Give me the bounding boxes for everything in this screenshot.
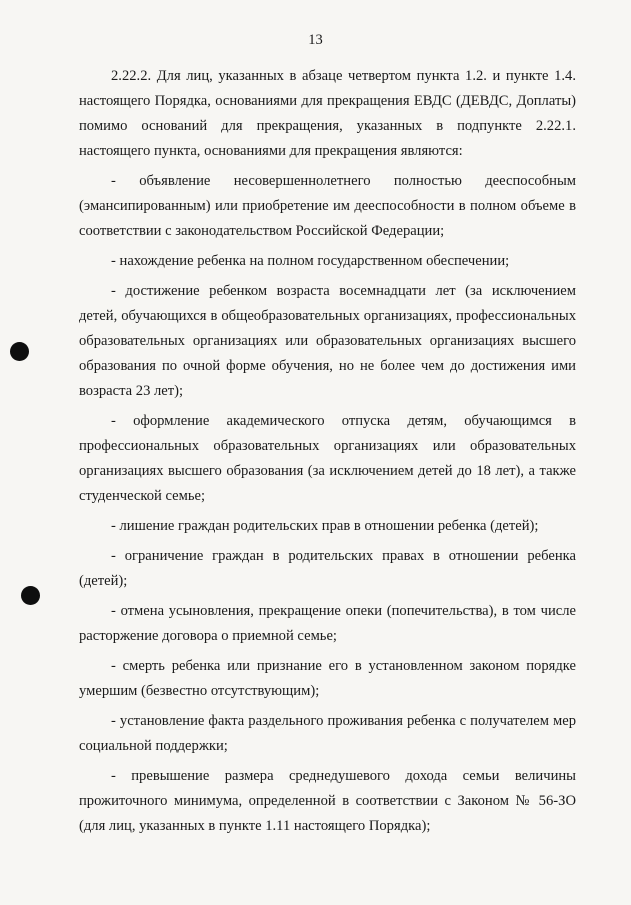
list-item-income-excess: - превышение размера среднедушевого дохода семьи величины прожиточного минимума, определенной в соответствии с Законом № 56-ЗО (для лиц, указанных в пункте 1.11 настоящего Порядка);	[79, 768, 576, 834]
list-item-restriction-rights: - ограничение граждан в родительских правах в отношении ребенка (детей);	[79, 548, 576, 589]
paragraph-2-22-2: 2.22.2. Для лиц, указанных в абзаце четвертом пункта 1.2. и пункте 1.4. настоящего Порядка, основаниями для прекращения ЕВДС (ДЕВДС, Доплаты) помимо оснований для прекращения, указанных в подпункте 2.22.1. настоящего пункта, основаниями для прекращения являются:	[79, 68, 576, 159]
list-item-academic-leave: - оформление академического отпуска детям, обучающимся в профессиональных образовательных организациях или образовательных организациях высшего образования (за исключением детей до 18 лет), а также студенческой семье;	[79, 413, 576, 504]
list-item-adoption-cancel: - отмена усыновления, прекращение опеки (попечительства), в том числе расторжение договора о приемной семье;	[79, 603, 576, 644]
document-body	[79, 64, 576, 844]
binder-hole-bottom	[21, 586, 40, 605]
list-item-child-death: - смерть ребенка или признание его в установленном законом порядке умершим (безвестно отсутствующим);	[79, 658, 576, 699]
list-item-age-eighteen: - достижение ребенком возраста восемнадцати лет (за исключением детей, обучающихся в общеобразовательных организациях, профессиональных образовательных организациях или образовательных организациях высшего образования по очной форме обучения, но не более чем до достижения ими возраста 23 лет);	[79, 283, 576, 399]
list-item-emancipation: - объявление несовершеннолетнего полностью дееспособным (эмансипированным) или приобретение им дееспособности в полном объеме в соответствии с законодательством Российской Федерации;	[79, 173, 576, 239]
list-item-deprivation-rights: - лишение граждан родительских прав в отношении ребенка (детей);	[111, 518, 539, 534]
binder-hole-top	[10, 342, 29, 361]
list-item-separate-residence: - установление факта раздельного проживания ребенка с получателем мер социальной поддержки;	[79, 713, 576, 754]
page-number: 13	[308, 32, 323, 48]
list-item-state-support: - нахождение ребенка на полном государственном обеспечении;	[111, 253, 510, 269]
